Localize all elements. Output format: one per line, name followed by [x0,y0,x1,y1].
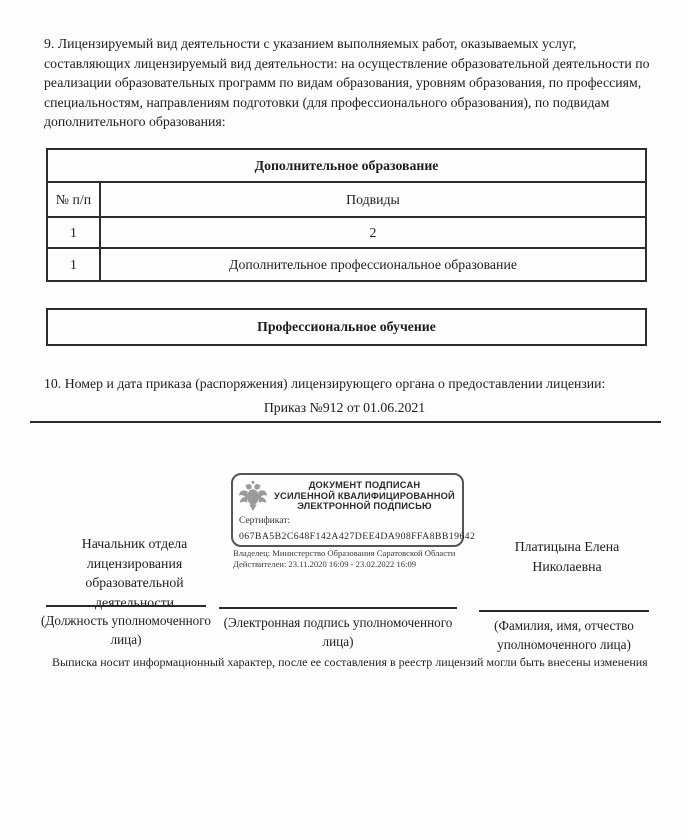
stamp-title-line2: УСИЛЕННОЙ КВАЛИФИЦИРОВАННОЙ [274,490,455,501]
stamp-owner: Владелец: Министерство Образования Саратовской Области [233,547,456,558]
table-row [47,217,646,248]
table-row [47,182,646,217]
table-row [47,149,646,182]
order-number-line: Приказ №912 от 01.06.2021 [263,400,426,415]
table-cell: Дополнительное профессиональное образование [100,248,646,281]
table-title: Дополнительное образование [47,149,646,182]
horizontal-rule [30,421,661,423]
stamp-title-line1: ДОКУМЕНТ ПОДПИСАН [308,480,421,490]
informational-footnote: Выписка носит информационный характер, после ее составления в реестр лицензий могли быть внесены изменения [52,655,648,669]
signature-line-name [479,610,649,612]
signatory-position-title: Начальник отдела лицензирования образовательной деятельности [81,536,188,610]
table-cell: 1 [47,248,100,281]
position-caption: (Должность уполномоченного лица) [41,613,211,647]
column-header-num: № п/п [47,182,100,217]
table-cell: 2 [100,217,646,248]
section9-paragraph: 9. Лицензируемый вид деятельности с указанием выполняемых работ, оказываемых услуг, составляющих лицензируемый вид деятельности: на осуществление образовательной деятельности по реализации образовательных программ по видам образования, уровням образования, по профессиям, специальностям, направлениям подготовки (для профессионального образования), по подвидам дополнительного образования: [44,36,650,129]
signatory-name: Платицына Елена Николаевна [514,539,620,574]
stamp-certificate-label: Сертификат: [239,515,291,526]
stamp-validity: Действителен: 23.11.2020 16:09 - 23.02.2022 16:09 [233,559,417,570]
electronic-signature-stamp [231,473,476,570]
table-cell: 1 [47,217,100,248]
stamp-certificate-number: 067BA5B2C648F142A427DEE4DA908FFA8BB19642 [239,530,476,542]
signature-line-esign [219,607,457,609]
professional-training-title: Профессиональное обучение [257,319,436,334]
signature-line-position [46,605,206,607]
section10-paragraph: 10. Номер и дата приказа (распоряжения) лицензирующего органа о предоставлении лицензии: [44,376,606,391]
stamp-box [231,473,476,547]
esign-caption: (Электронная подпись уполномоченного лица) [223,615,453,649]
coat-of-arms-eagle-icon [238,480,268,513]
professional-training-box [46,308,647,346]
additional-education-table [46,148,647,282]
column-header-subtypes: Подвиды [100,182,646,217]
stamp-title-line3: ЭЛЕКТРОННОЙ ПОДПИСЬЮ [297,501,432,512]
table-row [47,248,646,281]
name-caption: (Фамилия, имя, отчество уполномоченного лица) [494,618,634,652]
